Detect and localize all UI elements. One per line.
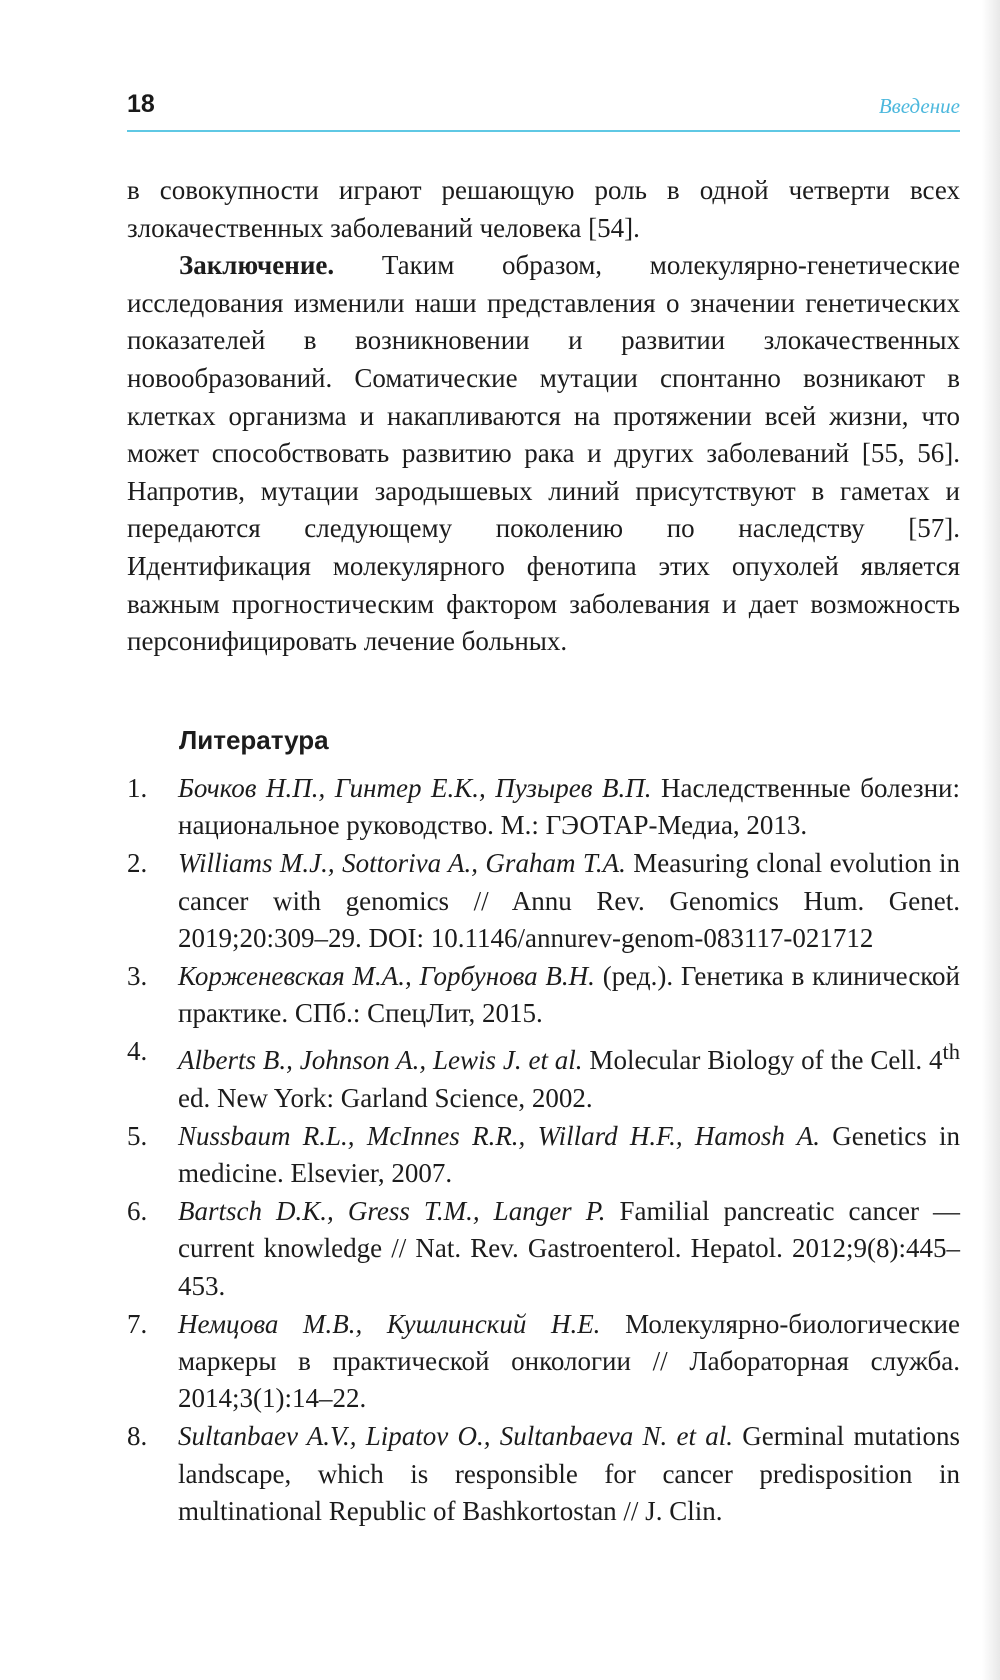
reference-number: 3. [127,961,148,992]
reference-item [127,958,960,1032]
reference-item [127,1418,960,1530]
reference-item [127,1306,960,1418]
reference-number: 5. [127,1120,148,1151]
conclusion-label: Заключение. [179,250,335,281]
reference-text: Molecular Biology of the Cell. 4 [582,1045,943,1076]
page-header [127,84,960,132]
reference-item [127,1193,960,1305]
reference-number: 1. [127,773,148,803]
body-text [127,172,960,661]
reference-authors: Nussbaum R.L., McInnes R.R., Willard H.F., Hamosh A. [178,1120,820,1151]
reference-text: Familial pancreatic cancer — current knowledge // Nat. Rev. Gastroenterol. Hepatol. 2012;9(8):445–453. [178,1196,960,1301]
reference-authors: Williams M.J., Sottoriva A., Graham T.A. [178,848,626,879]
reference-number: 4. [127,1036,148,1067]
reference-text: Genetics in medicine. Elsevier, 2007. [178,1120,960,1189]
conclusion-paragraph [127,247,960,661]
page-edge-shadow [982,0,1000,1680]
reference-number: 7. [127,1308,148,1339]
reference-authors: Корженевская М.А., Горбунова В.Н. [178,961,595,992]
reference-text: Germinal mutations landscape, which is responsible for cancer predisposition in multinational Republic of Bashkortostan // J. Clin. [178,1421,960,1526]
running-head: Введение [878,94,960,118]
reference-text: Молекулярно-биологические маркеры в практической онкологии // Лабораторная служба. 2014;3(1):14–22. [178,1308,960,1414]
edition-superscript: th [942,1039,960,1065]
literature-heading: Литература [179,725,329,755]
reference-item [127,845,960,957]
paragraph: в совокупности играют решающую роль в одной четверти всех злокачественных заболеваний человека [54]. [127,175,960,243]
reference-number: 2. [127,848,148,879]
reference-list [127,770,960,1531]
reference-text: (ред.). Генетика в клинической практике. СПб.: СпецЛит, 2015. [178,961,960,1029]
reference-text: Measuring clonal evolution in cancer with genomics // Annu Rev. Genomics Hum. Genet. 2019;20:309–29. DOI: 10.1146/annurev-genom-083117-021712 [178,848,961,953]
reference-number: 6. [127,1196,148,1227]
reference-authors: Немцова М.В., Кушлинский Н.Е. [178,1308,601,1339]
reference-authors: Бочков Н.П., Гинтер Е.К., Пузырев В.П. [178,773,652,803]
reference-number: 8. [127,1421,148,1452]
reference-item [127,1033,960,1116]
reference-authors: Sultanbaev A.V., Lipatov O., Sultanbaeva N. et al. [178,1421,734,1452]
reference-text-continued: ed. New York: Garland Science, 2002. [178,1082,593,1113]
reference-authors: Bartsch D.K., Gress T.M., Langer P. [178,1196,606,1227]
page-number: 18 [127,90,155,118]
reference-authors: Alberts B., Johnson A., Lewis J. et al. [178,1045,583,1076]
reference-item [127,1118,960,1192]
conclusion-text: Таким образом, молекулярно-генетические исследования изменили наши представления о значении генетических показателей в возникновении и развитии злокачественных новообразований. Соматические мутации спонтанно возникают в клетках организма и накапливаются на протяжении всей жизни, что может способствовать развитию рака и других заболеваний [55, 56]. Напротив, мутации зародышевых линий присутствуют в гаметах и передаются следующему поколению по наследству [57]. Идентификация молекулярного фенотипа этих опухолей является важным прогностическим фактором заболевания и дает возможность персонифицировать лечение больных. [127,250,960,657]
reference-text: Наследственные болезни: национальное руководство. М.: ГЭОТАР-Медиа, 2013. [178,773,960,841]
reference-item [127,770,960,844]
